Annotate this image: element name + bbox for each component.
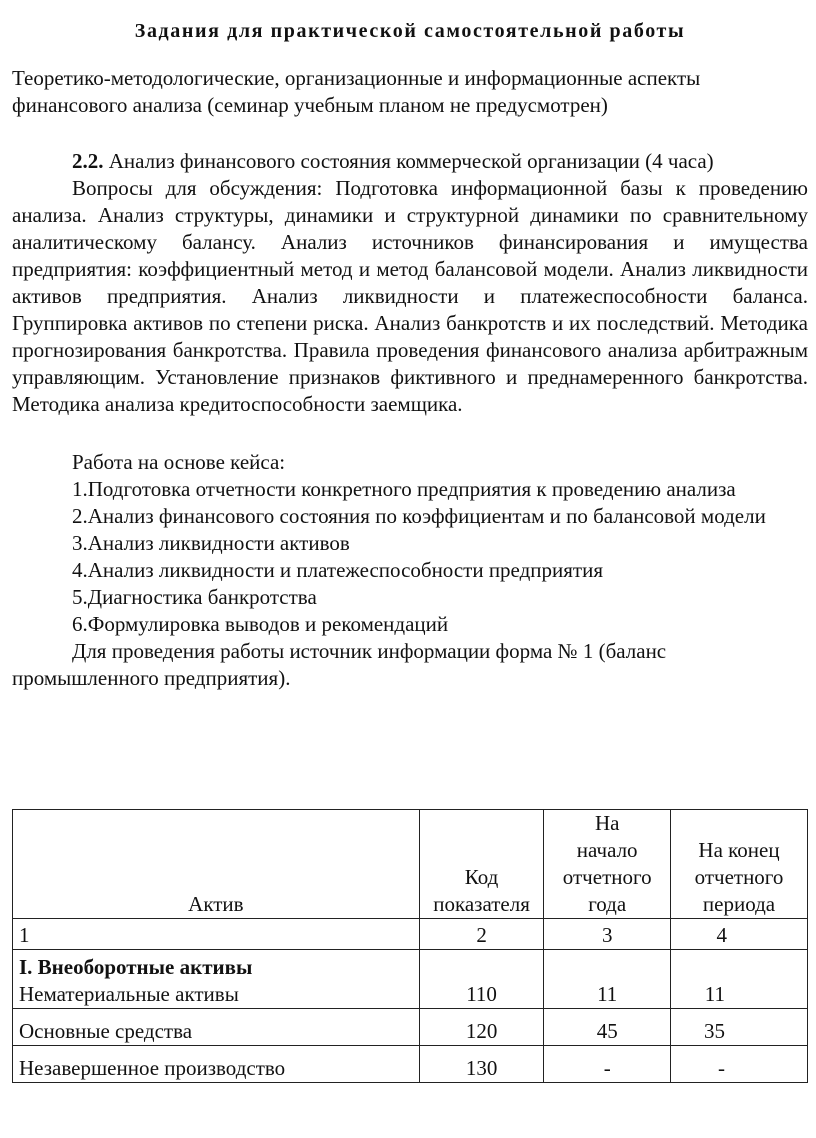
row-end: 11	[671, 950, 808, 1009]
section-number: 2.2.	[72, 149, 104, 173]
column-number: 4	[671, 919, 808, 950]
spacer	[12, 119, 808, 146]
row-code: 130	[419, 1046, 544, 1083]
table-row	[13, 1046, 808, 1083]
column-number: 3	[544, 919, 671, 950]
spacer	[12, 418, 808, 445]
row-start: 11	[544, 950, 671, 1009]
case-item: 3.Анализ ликвидности активов	[72, 531, 350, 555]
page-title: Задания для практической самостоятельной работы	[134, 20, 686, 42]
header-code-line: показателя	[433, 892, 530, 916]
case-intro: Работа на основе кейса:	[72, 450, 286, 474]
case-item: 2.Анализ финансового состояния по коэффициентам и по балансовой модели	[72, 504, 766, 528]
header-end-line: На конец	[698, 838, 780, 862]
header-end	[671, 810, 808, 919]
row-code: 110	[419, 950, 544, 1009]
header-start-line: начало	[576, 838, 638, 862]
header-start-line: На	[594, 811, 620, 835]
column-number: 1	[13, 919, 420, 950]
source-note: Для проведения работы источник информации форма № 1 (баланс промышленного предприятия).	[12, 639, 667, 690]
header-start-line: отчетного	[562, 865, 652, 889]
header-end-line: периода	[702, 892, 776, 916]
row-start: -	[544, 1046, 671, 1083]
case-item: 6.Формулировка выводов и рекомендаций	[72, 612, 449, 636]
column-number: 2	[419, 919, 544, 950]
row-name: Основные средства	[13, 1009, 420, 1046]
header-code	[419, 810, 544, 919]
header-asset: Актив	[13, 810, 420, 919]
row-end: 35	[671, 1009, 808, 1046]
discussion-questions: Вопросы для обсуждения: Подготовка информационной базы к проведению анализа. Анализ структуры, динамики и структурной динамики по сравнительному аналитическому балансу. Анализ источников финансирования и имущества предприятия: коэффициентный метод и метод балансовой модели. Анализ ликвидности активов предприятия. Анализ ликвидности и платежеспособности баланса. Группировка активов по степени риска. Анализ банкротств и их последствий. Методика прогнозирования банкротства. Правила проведения финансового анализа арбитражным управляющим. Установление признаков фиктивного и преднамеренного банкротства. Методика анализа кредитоспособности заемщика.	[12, 176, 808, 416]
row-end: -	[671, 1046, 808, 1083]
table-row	[13, 950, 808, 1009]
topic-title: Теоретико-методологические, организационные и информационные аспекты финансового анализа (семинар учебным планом не предусмотрен)	[12, 66, 701, 117]
header-end-line: отчетного	[694, 865, 784, 889]
row-name-cell	[13, 950, 420, 1009]
row-name: Нематериальные активы	[19, 982, 239, 1006]
header-code-line: Код	[464, 865, 499, 889]
row-name: Незавершенное производство	[13, 1046, 420, 1083]
header-start-line: года	[588, 892, 627, 916]
header-start	[544, 810, 671, 919]
section-title-cell: I. Внеоборотные активы	[19, 955, 253, 979]
case-item: 5.Диагностика банкротства	[72, 585, 317, 609]
case-item: 4.Анализ ликвидности и платежеспособности предприятия	[72, 558, 603, 582]
table-header-row	[13, 810, 808, 919]
section-title: Анализ финансового состояния коммерческой организации (4 часа)	[108, 149, 714, 173]
row-code: 120	[419, 1009, 544, 1046]
table-row	[13, 1009, 808, 1046]
document-page	[12, 14, 808, 692]
row-start: 45	[544, 1009, 671, 1046]
case-item: 1.Подготовка отчетности конкретного предприятия к проведению анализа	[72, 477, 736, 501]
column-number-row	[13, 919, 808, 950]
balance-table	[12, 809, 808, 1083]
section-heading	[12, 148, 808, 175]
